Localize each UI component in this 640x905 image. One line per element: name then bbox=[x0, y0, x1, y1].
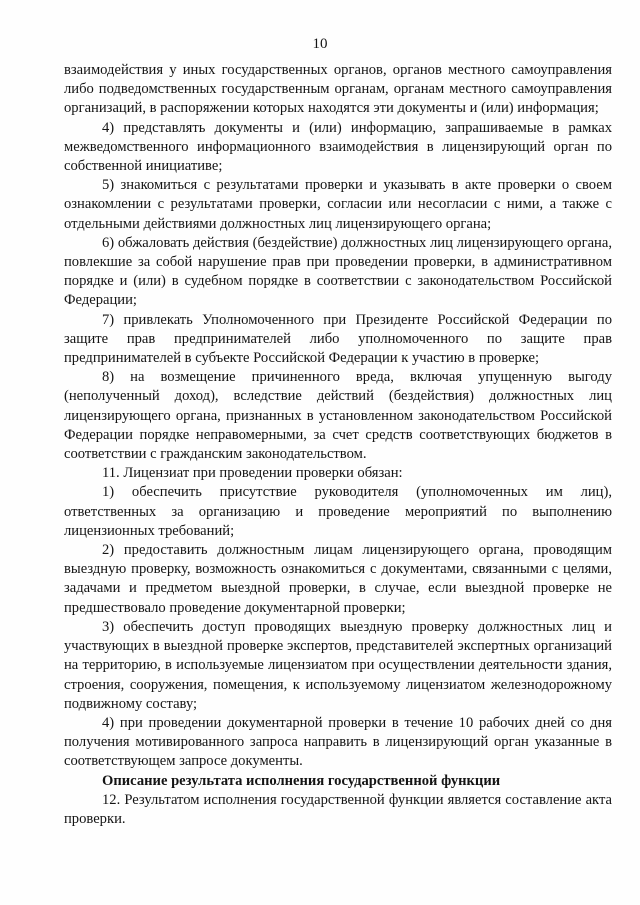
paragraph-duty-1: 1) обеспечить присутствие руководителя (уполномоченных им лиц), ответственных за организацию и проведение мероприятий по выполнению лицензионных требований; bbox=[64, 484, 612, 539]
paragraph-item-8: 8) на возмещение причиненного вреда, включая упущенную выгоду (неполученный доход), вследствие действий (бездействия) должностных лиц лицензирующего органа, признанных в установленном законодательством Российской Федерации порядке неправомерными, за счет средств соответствующих бюджетов в соответствии с гражданским законодательством. bbox=[64, 369, 612, 463]
paragraph-section-11: 11. Лицензиат при проведении проверки обязан: bbox=[102, 465, 403, 482]
paragraph-item-4: 4) представлять документы и (или) информацию, запрашиваемые в рамках межведомственного информационного взаимодействия в лицензирующий орган по собственной инициативе; bbox=[64, 119, 612, 175]
paragraph-continuation: взаимодействия у иных государственных органов, органов местного самоуправления либо подведомственных государственным органам, органам местного самоуправления организаций, в распоряжении которых находятся эти документы и (или) информация; bbox=[64, 62, 612, 117]
paragraph-item-6: 6) обжаловать действия (бездействие) должностных лиц лицензирующего органа, повлекшие за собой нарушение прав при проведении проверки, в административном порядке и (или) в судебном порядке в соответствии с законодательством Российской Федерации; bbox=[64, 234, 612, 309]
section-heading: Описание результата исполнения государственной функции bbox=[102, 772, 501, 789]
paragraph-duty-2: 2) предоставить должностным лицам лицензирующего органа, проводящим выездную проверку, возможность ознакомиться с документами, связанными с целями, задачами и предметом выездной проверки, в случае, если выездной проверке не предшествовало проведение документарной проверки; bbox=[64, 542, 612, 616]
paragraph-section-12: 12. Результатом исполнения государственной функции является составление акта проверки. bbox=[64, 791, 612, 827]
paragraph-duty-4: 4) при проведении документарной проверки в течение 10 рабочих дней со дня получения мотивированного запроса направить в лицензирующий орган указанные в соответствующем запросе документы. bbox=[64, 714, 612, 770]
paragraph-duty-3: 3) обеспечить доступ проводящих выездную проверку должностных лиц и участвующих в выездной проверке экспертов, представителей экспертных организаций на территорию, в используемые лицензиатом при осуществлении деятельности здания, строения, сооружения, помещения, к используемому лицензиатом железнодорожному подвижному составу; bbox=[64, 618, 612, 712]
paragraph-item-5: 5) знакомиться с результатами проверки и указывать в акте проверки о своем ознакомлении с результатами проверки, согласии или несогласии с ними, а также с отдельными действиями должностных лиц лицензирующего органа; bbox=[64, 177, 612, 232]
document-body bbox=[64, 61, 612, 829]
page-number: 10 bbox=[312, 36, 328, 52]
paragraph-item-7: 7) привлекать Уполномоченного при Президенте Российской Федерации по защите прав предпринимателей либо уполномоченного по защите прав предпринимателей в субъекте Российской Федерации к участию в проверке; bbox=[64, 311, 612, 367]
